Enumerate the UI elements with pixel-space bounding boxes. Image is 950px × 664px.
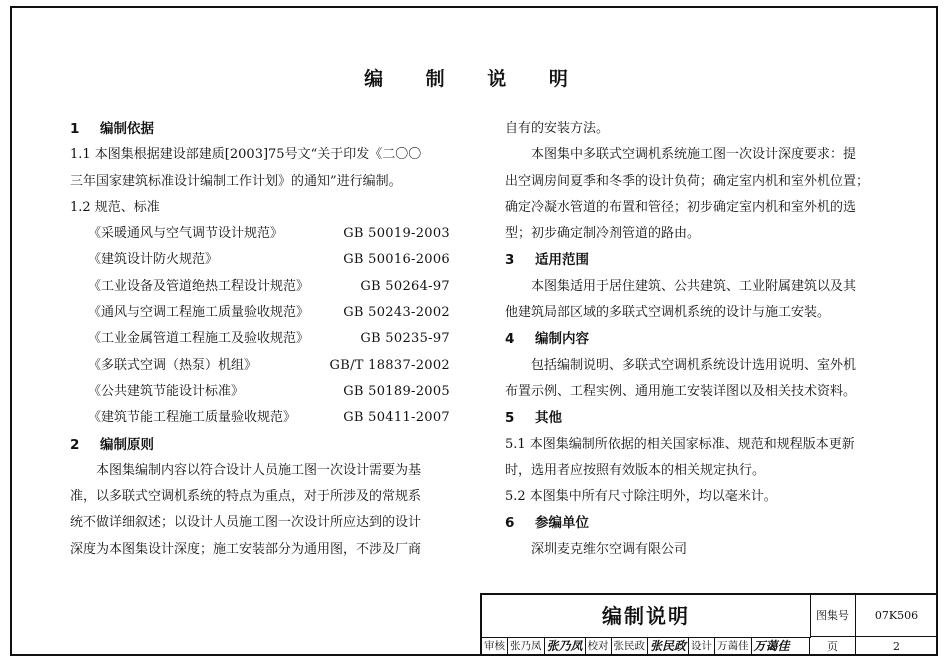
- left-column: [70, 116, 450, 563]
- atlas-number-label: 图集号: [810, 595, 856, 637]
- signature-row: [482, 637, 810, 656]
- standard-name: 《工业金属管道工程施工及验收规范》: [88, 331, 310, 347]
- standard-name: 《工业设备及管道绝热工程设计规范》: [88, 278, 310, 294]
- standard-code: GB 50189-2005: [343, 383, 450, 399]
- designer-name: 万蔼佳: [715, 637, 752, 656]
- page-title: 编 制 说 明: [364, 68, 586, 90]
- paragraph-line: 确定冷凝水管道的布置和管径；初步确定室内机和室外机的选: [505, 199, 857, 215]
- standard-code: GB 50235-97: [360, 331, 450, 347]
- section-number: 3: [505, 252, 515, 269]
- check-label: 校对: [586, 637, 612, 656]
- section-heading: [505, 326, 885, 352]
- designer-signature: 万蔼佳: [753, 639, 790, 653]
- title-block: [480, 593, 938, 656]
- paragraph-line: 本图集适用于居住建筑、公共建筑、工业附属建筑以及其: [531, 278, 857, 294]
- design-label: 设计: [689, 637, 715, 656]
- section-title: 编制内容: [535, 331, 589, 348]
- standard-code: GB 50264-97: [360, 278, 450, 294]
- section-heading: [505, 510, 885, 536]
- paragraph-line: 自有的安装方法。: [505, 121, 610, 136]
- paragraph-line: 本图集中多联式空调机系统施工图一次设计深度要求：提: [531, 147, 857, 163]
- paragraph-line: 时，选用者应按照有效版本的相关规定执行。: [505, 462, 766, 478]
- checker-name: 张民政: [612, 637, 649, 656]
- paragraph-line: 1.2 规范、标准: [70, 199, 160, 215]
- standard-code: GB 50019-2003: [343, 226, 450, 242]
- page-label: 页: [810, 637, 856, 656]
- standard-name: 《建筑设计防火规范》: [88, 252, 219, 268]
- standard-name: 《通风与空调工程施工质量验收规范》: [88, 305, 310, 321]
- reviewer-name: 张乃凤: [508, 637, 545, 656]
- paragraph-line: 深圳麦克维尔空调有限公司: [531, 541, 688, 557]
- section-number: 1: [70, 121, 80, 137]
- paragraph-line: 型；初步确定制冷剂管道的路由。: [505, 226, 701, 242]
- paragraph-line: 深度为本图集设计深度；施工安装部分为通用图，不涉及厂商: [70, 541, 422, 557]
- page-number: 2: [856, 637, 938, 656]
- standard-code: GB 50243-2002: [343, 305, 450, 321]
- section-number: 2: [70, 436, 80, 453]
- paragraph-line: 5.1 本图集编制所依据的相关国家标准、规范和规程版本更新: [505, 436, 855, 452]
- paragraph-line: 包括编制说明、多联式空调机系统设计选用说明、室外机: [531, 357, 857, 373]
- reviewer-signature: 张乃凤: [545, 637, 586, 656]
- section-number: 5: [505, 410, 515, 427]
- standard-code: GB 50411-2007: [343, 410, 450, 426]
- standard-reference: [70, 379, 450, 405]
- section-title: 参编单位: [535, 515, 589, 532]
- section-title: 适用范围: [535, 252, 589, 269]
- section-number: 6: [505, 515, 515, 532]
- standard-name: 《公共建筑节能设计标准》: [88, 383, 245, 399]
- standard-reference: [70, 326, 450, 352]
- atlas-number: 07K506: [856, 595, 938, 637]
- section-heading: [505, 405, 885, 431]
- section-heading: [70, 116, 450, 142]
- standard-code: GB 50016-2006: [343, 252, 450, 268]
- paragraph-line: 他建筑局部区域的多联式空调机系统的设计与施工安装。: [505, 305, 831, 321]
- paragraph-line: 准，以多联式空调机系统的特点为重点，对于所涉及的常规系: [70, 489, 422, 505]
- standard-reference: [70, 247, 450, 273]
- section-heading: [70, 432, 450, 458]
- section-title: 编制依据: [100, 121, 154, 137]
- checker-signature: 张民政: [648, 637, 689, 656]
- standard-reference: [70, 353, 450, 379]
- paragraph-line: 本图集编制内容以符合设计人员施工图一次设计需要为基: [96, 462, 422, 478]
- standard-name: 《多联式空调（热泵）机组》: [88, 357, 258, 373]
- standard-reference: [70, 405, 450, 431]
- paragraph-line: 5.2 本图集中所有尺寸除注明外，均以毫米计。: [505, 489, 777, 505]
- paragraph-line: 1.1 本图集根据建设部建质[2003]75号文“关于印发《二〇〇: [70, 147, 422, 163]
- paragraph-line: 布置示例、工程实例、通用施工安装详图以及相关技术资料。: [505, 383, 857, 399]
- section-title: 编制原则: [100, 436, 154, 453]
- review-label: 审核: [482, 637, 508, 656]
- standard-reference: [70, 221, 450, 247]
- standard-reference: [70, 274, 450, 300]
- standard-reference: [70, 300, 450, 326]
- standard-code: GB/T 18837-2002: [329, 357, 450, 373]
- paragraph-line: 三年国家建筑标准设计编制工作计划》的通知”进行编制。: [70, 173, 402, 189]
- section-number: 4: [505, 331, 515, 348]
- paragraph-line: 出空调房间夏季和冬季的设计负荷；确定室内机和室外机位置；: [505, 173, 870, 189]
- drawing-name: 编制说明: [482, 595, 811, 638]
- paragraph-line: 统不做详细叙述；以设计人员施工图一次设计所应达到的设计: [70, 515, 422, 531]
- section-heading: [505, 247, 885, 273]
- section-title: 其他: [535, 410, 562, 427]
- right-column: [505, 116, 885, 563]
- standard-name: 《建筑节能工程施工质量验收规范》: [88, 410, 297, 426]
- standard-name: 《采暖通风与空气调节设计规范》: [88, 226, 284, 242]
